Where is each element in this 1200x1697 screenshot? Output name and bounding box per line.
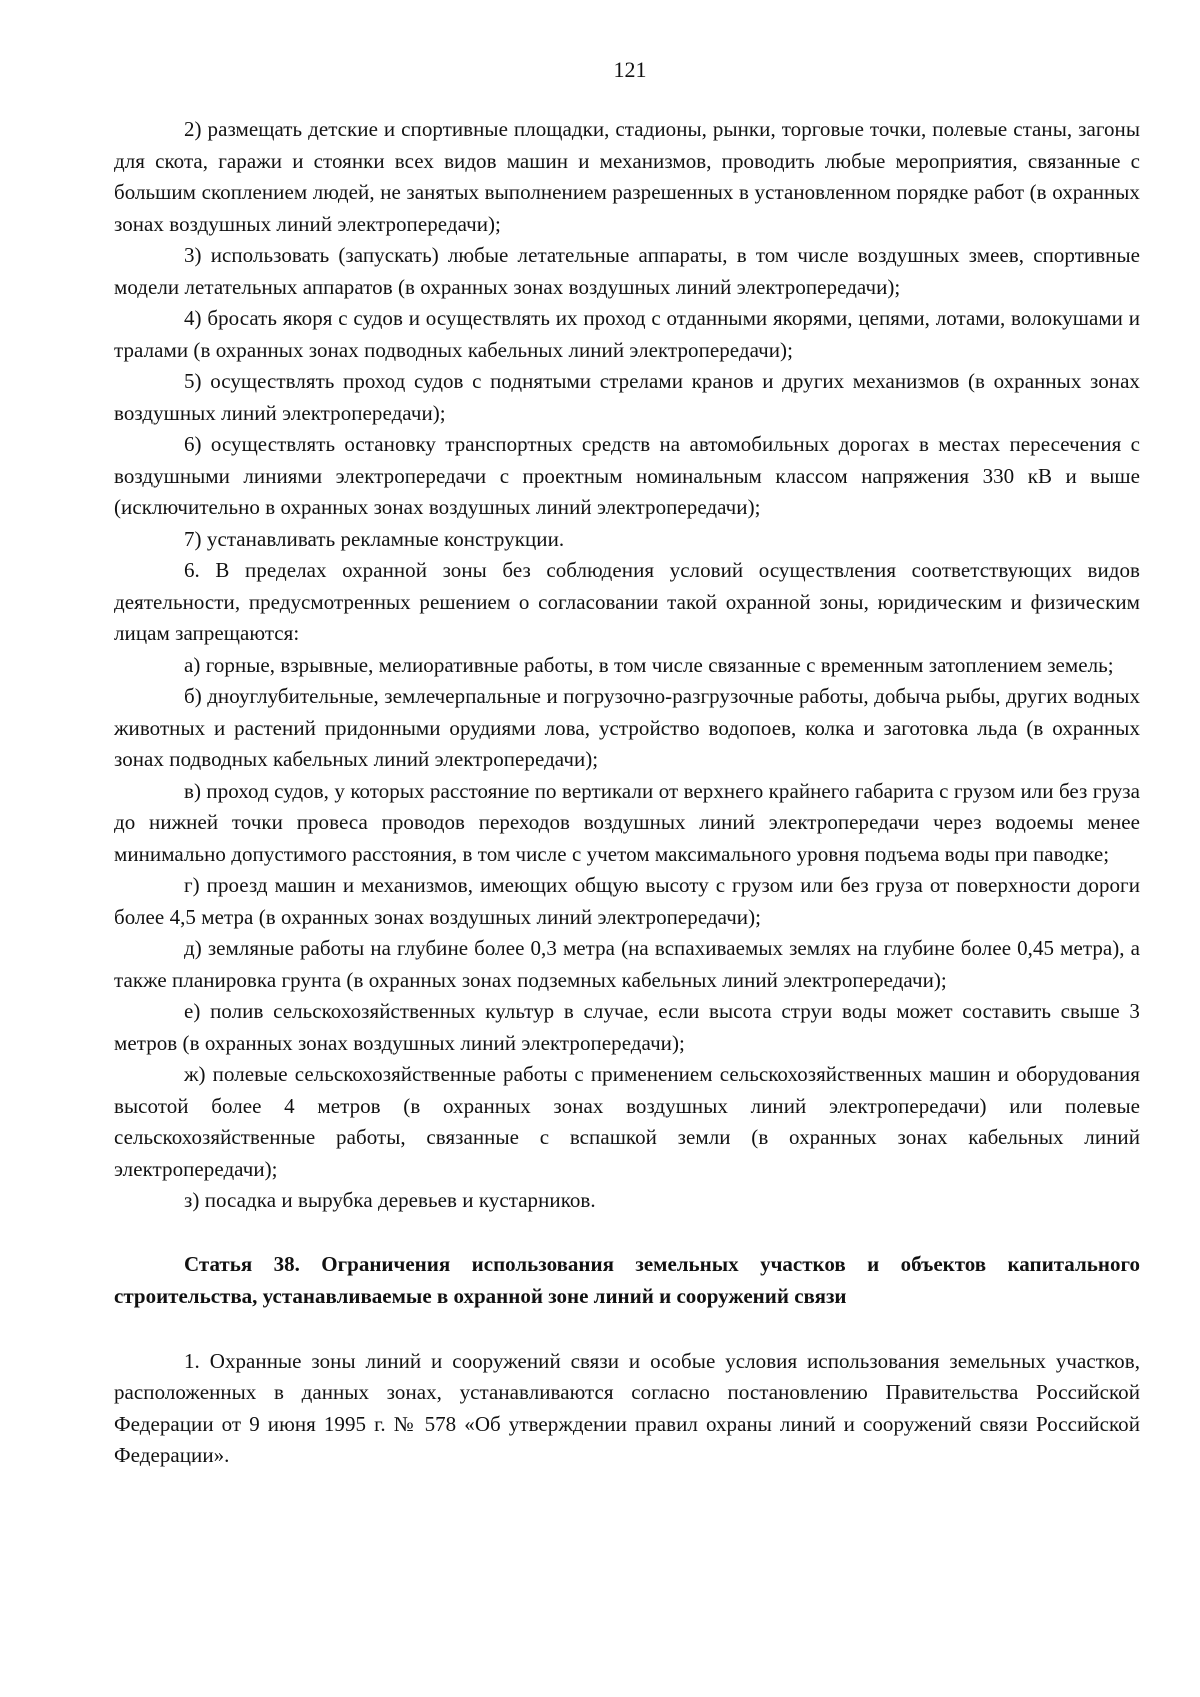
paragraph-clause-6: 6. В пределах охранной зоны без соблюдения условий осуществления соответствующих видов деятельности, предусмотренных решением о согласовании такой охранной зоны, юридическим и физическим лицам запрещаются: — [114, 558, 1140, 645]
paragraph-item-d: д) земляные работы на глубине более 0,3 метра (на вспахиваемых землях на глубине более 0,45 метра), а также планировка грунта (в охранных зонах подземных кабельных линий электропередачи); — [114, 936, 1140, 992]
document-body — [114, 114, 1140, 1472]
paragraph-item-e: е) полив сельскохозяйственных культур в случае, если высота струи воды может составить свыше 3 метров (в охранных зонах воздушных линий электропередачи); — [114, 999, 1140, 1055]
paragraph-item-5: 5) осуществлять проход судов с поднятыми стрелами кранов и других механизмов (в охранных зонах воздушных линий электропередачи); — [114, 369, 1140, 425]
article-heading: Статья 38. Ограничения использования земельных участков и объектов капитального строительства, устанавливаемые в охранной зоне линий и сооружений связи — [114, 1251, 1140, 1308]
paragraph-item-2: 2) размещать детские и спортивные площадки, стадионы, рынки, торговые точки, полевые станы, загоны для скота, гаражи и стоянки всех видов машин и механизмов, проводить любые мероприятия, связанные с большим скоплением людей, не занятых выполнением разрешенных в установленном порядке работ (в охранных зонах воздушных линий электропередачи); — [114, 117, 1140, 236]
paragraph-item-z: з) посадка и вырубка деревьев и кустарников. — [184, 1188, 596, 1212]
paragraph-item-a: а) горные, взрывные, мелиоративные работы, в том числе связанные с временным затоплением земель; — [184, 652, 1114, 677]
paragraph-item-6: 6) осуществлять остановку транспортных средств на автомобильных дорогах в местах пересечения с воздушными линиями электропередачи с проектным номинальным классом напряжения 330 кВ и выше (исключительно в охранных зонах воздушных линий электропередачи); — [114, 432, 1140, 519]
paragraph-article-38-clause-1: 1. Охранные зоны линий и сооружений связи и особые условия использования земельных участков, расположенных в данных зонах, устанавливаются согласно постановлению Правительства Российской Федерации от 9 июня 1995 г. № 578 «Об утверждении правил охраны линий и сооружений связи Российской Федерации». — [114, 1348, 1140, 1467]
page-number: 121 — [613, 57, 647, 82]
paragraph-item-zh: ж) полевые сельскохозяйственные работы с применением сельскохозяйственных машин и оборудования высотой более 4 метров (в охранных зонах воздушных линий электропередачи) или полевые сельскохозяйственные работы, связанные с вспашкой земли (в охранных зонах кабельных линий электропередачи); — [114, 1062, 1140, 1181]
paragraph-item-7: 7) устанавливать рекламные конструкции. — [184, 526, 565, 551]
paragraph-item-3: 3) использовать (запускать) любые летательные аппараты, в том числе воздушных змеев, спортивные модели летательных аппаратов (в охранных зонах воздушных линий электропередачи); — [114, 243, 1140, 299]
paragraph-item-4: 4) бросать якоря с судов и осуществлять их проход с отданными якорями, цепями, лотами, волокушами и тралами (в охранных зонах подводных кабельных линий электропередачи); — [114, 306, 1140, 362]
paragraph-item-g: г) проезд машин и механизмов, имеющих общую высоту с грузом или без груза от поверхности дороги более 4,5 метра (в охранных зонах воздушных линий электропередачи); — [114, 873, 1140, 929]
paragraph-item-b: б) дноуглубительные, землечерпальные и погрузочно-разгрузочные работы, добыча рыбы, других водных животных и растений придонными орудиями лова, устройство водопоев, колка и заготовка льда (в охранных зонах подводных кабельных линий электропередачи); — [114, 684, 1140, 771]
paragraph-item-v: в) проход судов, у которых расстояние по вертикали от верхнего крайнего габарита с грузом или без груза до нижней точки провеса проводов переходов воздушных линий электропередачи через водоемы менее минимально допустимого расстояния, в том числе с учетом максимального уровня подъема воды при паводке; — [114, 778, 1140, 866]
